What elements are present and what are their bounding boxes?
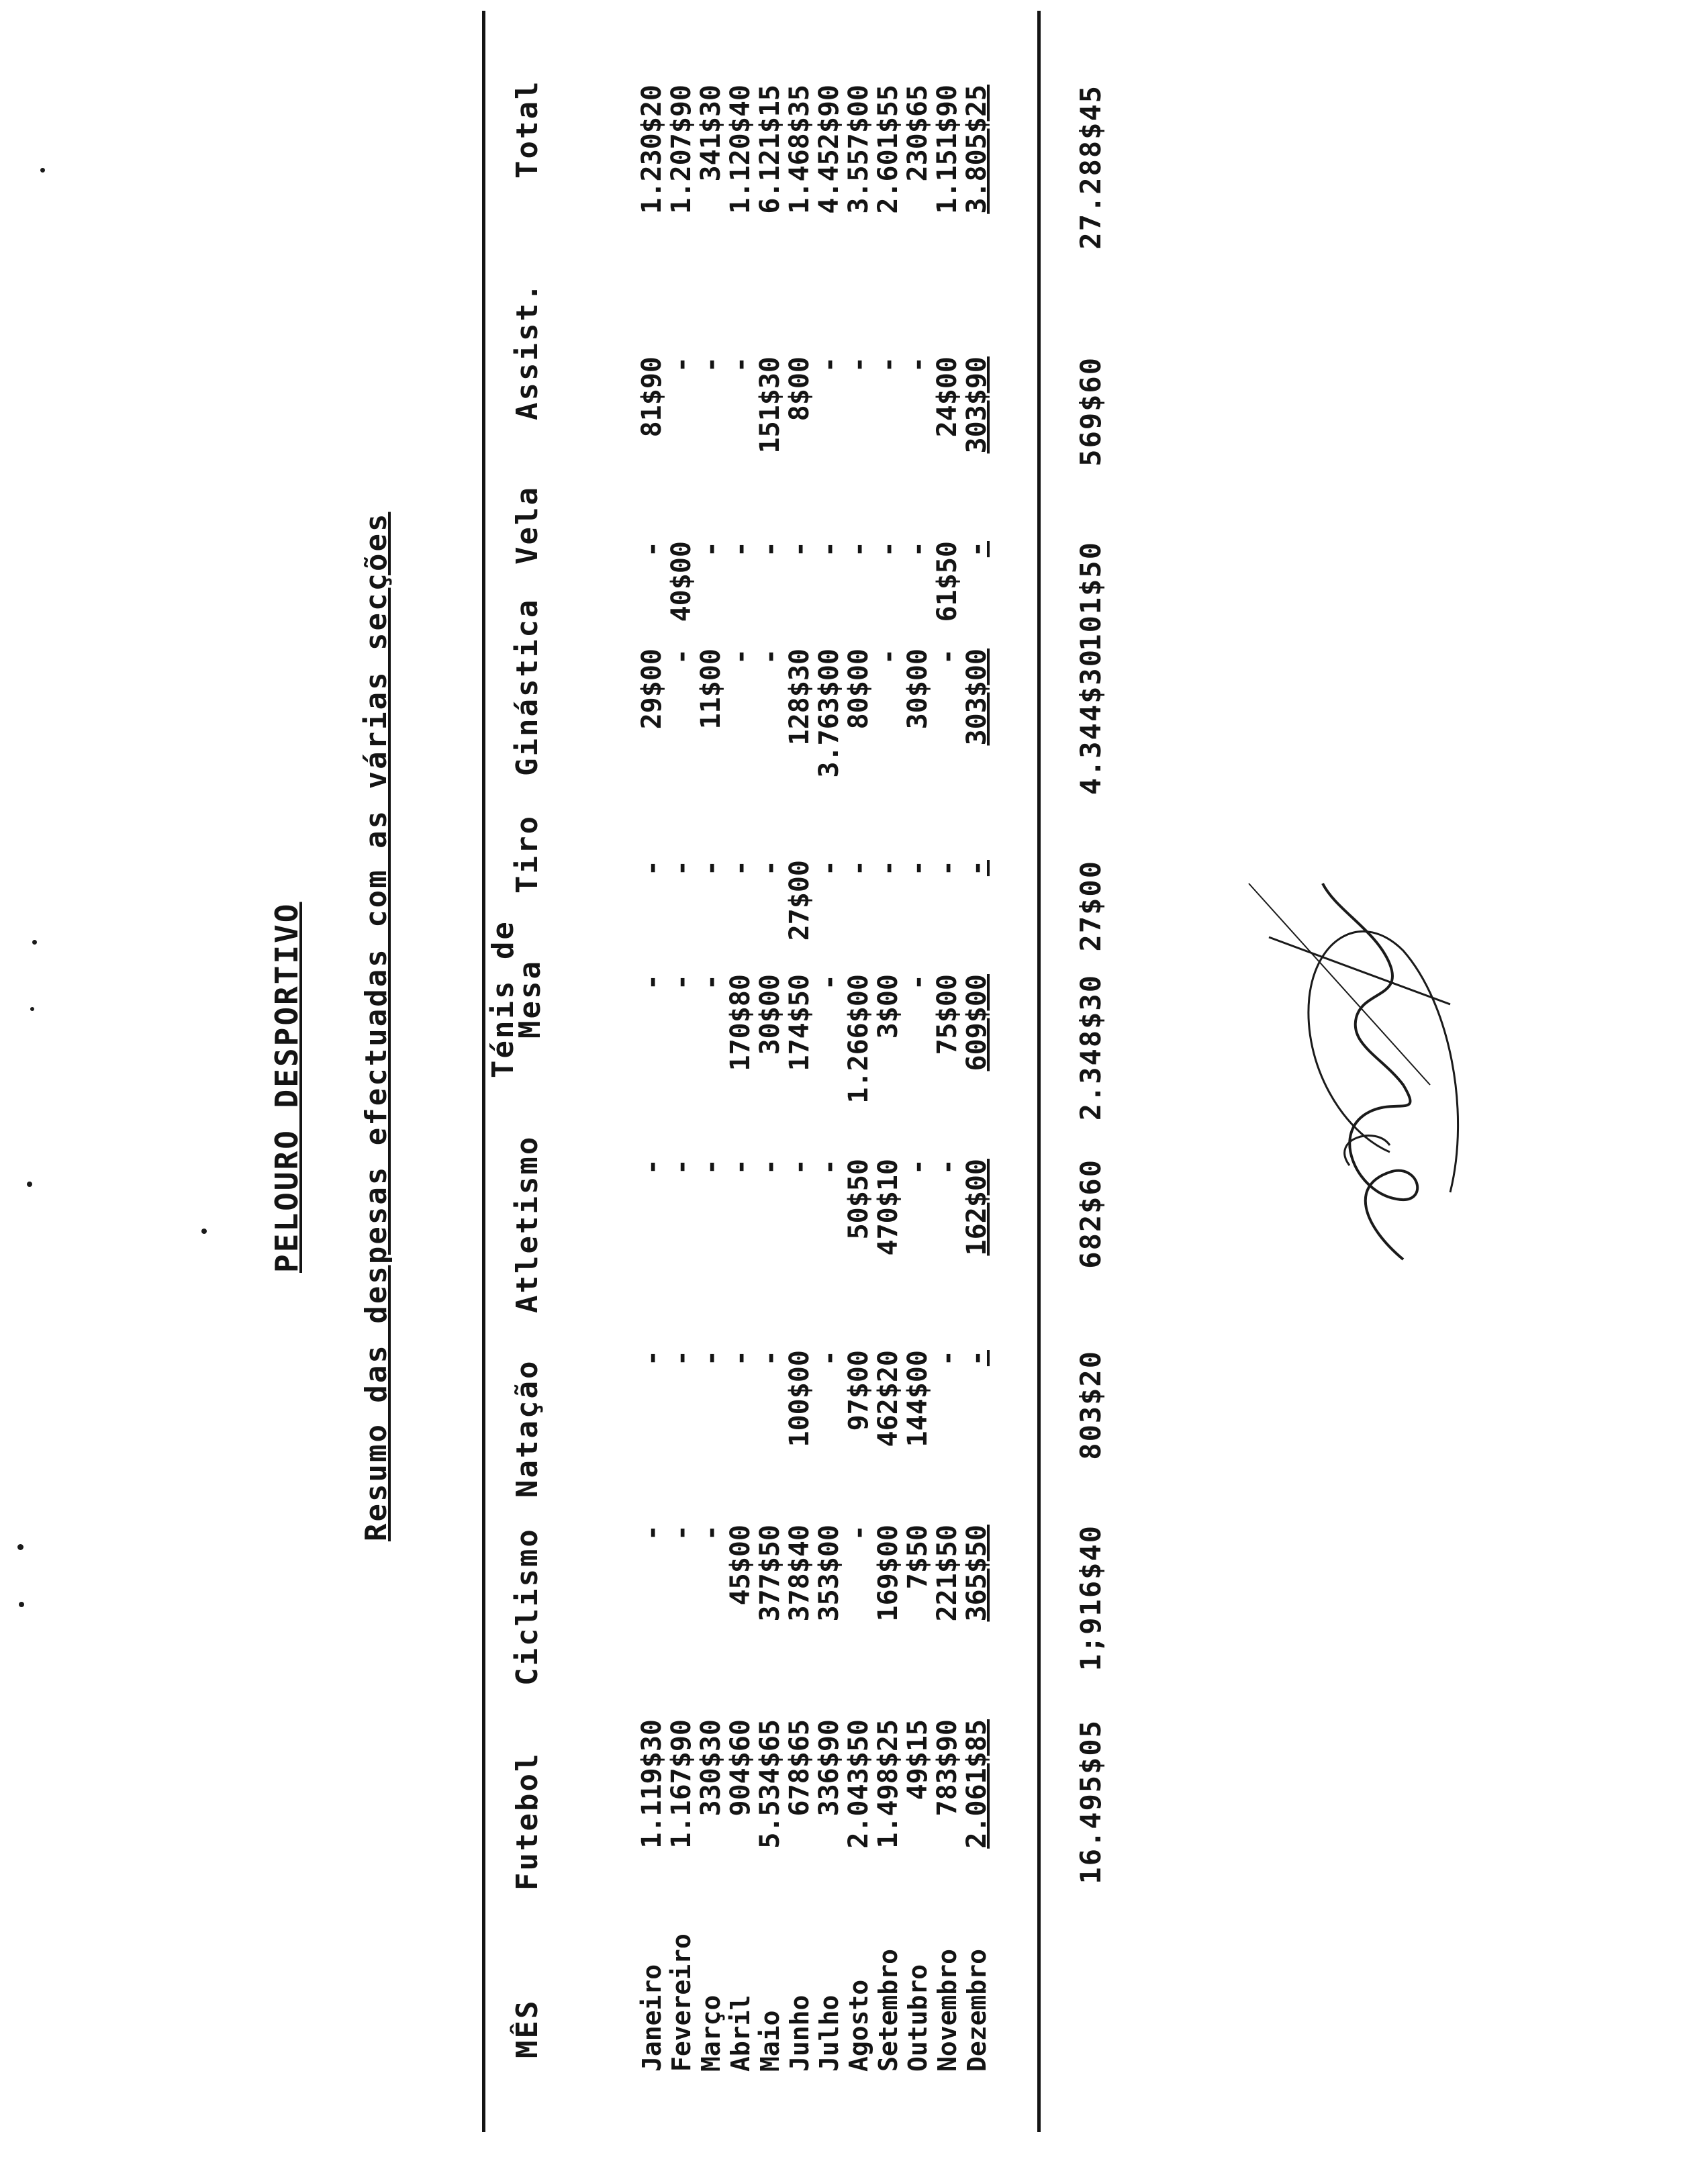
month-label: Setembro (873, 1948, 903, 2072)
header-atletismo: Atletismo (510, 1135, 544, 1313)
cell-assist: 303$90 (961, 356, 992, 454)
cell-ciclismo: 7$50 (902, 1525, 933, 1590)
cell-tiro: - (873, 860, 904, 877)
cell-atletismo: - (696, 1159, 726, 1176)
cell-futebol: 1.498$25 (873, 1719, 904, 1849)
cell-tiro: - (843, 860, 874, 877)
cell-ciclismo: - (636, 1525, 667, 1541)
cell-natacao: - (636, 1350, 667, 1367)
cell-ciclismo: 169$00 (873, 1525, 904, 1622)
cell-tenis: - (636, 974, 667, 991)
cell-ciclismo: 221$50 (932, 1525, 963, 1622)
cell-atletismo: - (902, 1159, 933, 1176)
cell-vela: - (873, 541, 904, 558)
month-label: Junho (785, 1995, 814, 2072)
cell-assist: - (902, 356, 933, 373)
scan-speck (27, 1182, 32, 1187)
header-assist: Assist. (510, 281, 544, 420)
total-tiro: 27$00 (1074, 860, 1107, 952)
cell-futebol: 678$65 (784, 1719, 815, 1817)
cell-ginastica: - (932, 649, 963, 665)
cell-total: 1.468$35 (784, 85, 815, 214)
cell-tiro: - (755, 860, 786, 877)
cell-natacao: 100$00 (784, 1350, 815, 1447)
scan-speck (17, 1544, 23, 1550)
cell-atletismo: 162$00 (961, 1159, 992, 1256)
cell-tenis: 1.266$00 (843, 974, 874, 1104)
cell-ciclismo: - (696, 1525, 726, 1541)
month-label: Agosto (844, 1979, 873, 2072)
cell-futebol: 2.043$50 (843, 1719, 874, 1849)
cell-atletismo: - (784, 1159, 815, 1176)
cell-total: 1.207$90 (666, 85, 697, 214)
cell-atletismo: 470$10 (873, 1159, 904, 1256)
cell-tenis: - (814, 974, 845, 991)
cell-assist: 24$00 (932, 356, 963, 438)
cell-atletismo: - (814, 1159, 845, 1176)
cell-futebol: 904$60 (725, 1719, 756, 1817)
cell-futebol: 49$15 (902, 1719, 933, 1801)
scan-speck (32, 940, 37, 945)
month-label: Fevereiro (667, 1933, 696, 2072)
cell-tiro: - (725, 860, 756, 877)
cell-ciclismo: - (843, 1525, 874, 1541)
total-ciclismo: 1;916$40 (1074, 1525, 1107, 1672)
cell-ginastica: 3.763$00 (814, 649, 845, 778)
cell-natacao: - (755, 1350, 786, 1367)
cell-vela: - (696, 541, 726, 558)
cell-natacao: - (814, 1350, 845, 1367)
cell-total: 341$30 (696, 85, 726, 182)
cell-natacao: 144$00 (902, 1350, 933, 1447)
cell-assist: - (814, 356, 845, 373)
cell-ciclismo: 377$50 (755, 1525, 786, 1622)
cell-assist: - (873, 356, 904, 373)
cell-tenis: 3$00 (873, 974, 904, 1039)
header-total: Total (510, 79, 544, 179)
cell-vela: - (814, 541, 845, 558)
cell-vela: - (961, 541, 992, 558)
table-bottom-rule (1037, 11, 1041, 2132)
cell-total: 1.230$20 (636, 85, 667, 214)
cell-vela: - (843, 541, 874, 558)
cell-natacao: - (666, 1350, 697, 1367)
cell-tenis: 170$80 (725, 974, 756, 1071)
department-title: PELOURO DESPORTIVO (269, 902, 305, 1273)
cell-natacao: 97$00 (843, 1350, 874, 1431)
cell-vela: - (755, 541, 786, 558)
cell-atletismo: - (725, 1159, 756, 1176)
cell-atletismo: 50$50 (843, 1159, 874, 1240)
cell-tenis: 30$00 (755, 974, 786, 1055)
cell-vela: - (725, 541, 756, 558)
total-futebol: 16.495$05 (1074, 1719, 1107, 1884)
cell-atletismo: - (666, 1159, 697, 1176)
cell-ginastica: 29$00 (636, 649, 667, 730)
month-label: Julho (814, 1995, 844, 2072)
cell-ginastica: 30$00 (902, 649, 933, 730)
cell-tiro: - (666, 860, 697, 877)
cell-ginastica: - (873, 649, 904, 665)
total-natacao: 803$20 (1074, 1350, 1107, 1460)
cell-vela: - (636, 541, 667, 558)
cell-ciclismo: 365$50 (961, 1525, 992, 1622)
cell-futebol: 1.119$30 (636, 1719, 667, 1849)
header-futebol: Futebol (510, 1752, 544, 1890)
cell-total: 1.120$40 (725, 85, 756, 214)
scan-speck (30, 1007, 34, 1011)
month-label: Novembro (933, 1948, 962, 2072)
total-atletismo: 682$60 (1074, 1159, 1107, 1269)
month-label: Maio (755, 2010, 785, 2072)
cell-total: 2.601$55 (873, 85, 904, 214)
total-assist: 569$60 (1074, 356, 1107, 467)
cell-tiro: - (814, 860, 845, 877)
cell-ciclismo: 45$00 (725, 1525, 756, 1606)
cell-ciclismo: 378$40 (784, 1525, 815, 1622)
month-label: Abril (726, 1995, 755, 2072)
cell-atletismo: - (755, 1159, 786, 1176)
cell-tenis: - (666, 974, 697, 991)
cell-vela: 40$00 (666, 541, 697, 622)
cell-futebol: 1.167$90 (666, 1719, 697, 1849)
header-natacao: Natação (510, 1359, 544, 1498)
cell-assist: 151$30 (755, 356, 786, 454)
cell-tiro: - (932, 860, 963, 877)
cell-total: 4.452$90 (814, 85, 845, 214)
month-label: Outubro (903, 1964, 933, 2072)
cell-tiro: - (636, 860, 667, 877)
cell-vela: 61$50 (932, 541, 963, 622)
cell-ginastica: - (725, 649, 756, 665)
cell-tenis: 75$00 (932, 974, 963, 1055)
header-vela: Vela (510, 485, 544, 565)
cell-total: 1.151$90 (932, 85, 963, 214)
cell-futebol: 2.061$85 (961, 1719, 992, 1849)
cell-natacao: - (696, 1350, 726, 1367)
header-tenis-line1: Ténis de (486, 920, 520, 1078)
cell-ginastica: 128$30 (784, 649, 815, 746)
header-tiro: Tiro (510, 814, 544, 894)
cell-assist: - (666, 356, 697, 373)
month-label: Março (696, 1995, 726, 2072)
document-subtitle: Resumo das despesas efectuadas com as várias secções (359, 512, 393, 1541)
cell-ginastica: 80$00 (843, 649, 874, 730)
cell-assist: 8$00 (784, 356, 815, 422)
header-ginastica: Ginástica (510, 597, 544, 776)
header-tenis (486, 920, 547, 1078)
header-tenis-line2: Mesa (513, 959, 547, 1039)
cell-tiro: - (902, 860, 933, 877)
cell-assist: - (725, 356, 756, 373)
cell-futebol: 5.534$65 (755, 1719, 786, 1849)
month-label: Janeiro (637, 1964, 667, 2072)
total-vela: 101$50 (1074, 541, 1107, 651)
cell-tenis: - (902, 974, 933, 991)
cell-total: 6.121$15 (755, 85, 786, 214)
header-ciclismo: Ciclismo (510, 1527, 544, 1686)
cell-ciclismo: 353$00 (814, 1525, 845, 1622)
scan-speck (40, 168, 45, 173)
cell-vela: - (902, 541, 933, 558)
cell-tiro: 27$00 (784, 860, 815, 941)
handwritten-signature (1229, 816, 1484, 1286)
cell-total: 230$65 (902, 85, 933, 182)
cell-atletismo: - (932, 1159, 963, 1176)
cell-ginastica: - (755, 649, 786, 665)
total-tenis: 2.348$30 (1074, 974, 1107, 1121)
total-total: 27.288$45 (1074, 85, 1107, 250)
cell-natacao: 462$20 (873, 1350, 904, 1447)
cell-tenis: 609$00 (961, 974, 992, 1071)
cell-futebol: 336$90 (814, 1719, 845, 1817)
cell-natacao: - (961, 1350, 992, 1367)
scan-speck (19, 1602, 24, 1607)
cell-futebol: 783$90 (932, 1719, 963, 1817)
cell-total: 3.557$00 (843, 85, 874, 214)
cell-ginastica: - (666, 649, 697, 665)
scan-speck (201, 1229, 207, 1234)
cell-natacao: - (725, 1350, 756, 1367)
cell-futebol: 330$30 (696, 1719, 726, 1817)
cell-vela: - (784, 541, 815, 558)
total-ginastica: 4.344$30 (1074, 649, 1107, 796)
cell-assist: 81$90 (636, 356, 667, 438)
cell-tenis: - (696, 974, 726, 991)
cell-total: 3.805$25 (961, 85, 992, 214)
cell-assist: - (696, 356, 726, 373)
cell-ciclismo: - (666, 1525, 697, 1541)
cell-ginastica: 303$00 (961, 649, 992, 746)
cell-tiro: - (961, 860, 992, 877)
header-month: MÊS (510, 1999, 544, 2058)
cell-assist: - (843, 356, 874, 373)
cell-tenis: 174$50 (784, 974, 815, 1071)
table-top-rule (482, 11, 485, 2132)
cell-ginastica: 11$00 (696, 649, 726, 730)
cell-natacao: - (932, 1350, 963, 1367)
month-label: Dezembro (962, 1948, 992, 2072)
cell-atletismo: - (636, 1159, 667, 1176)
cell-tiro: - (696, 860, 726, 877)
